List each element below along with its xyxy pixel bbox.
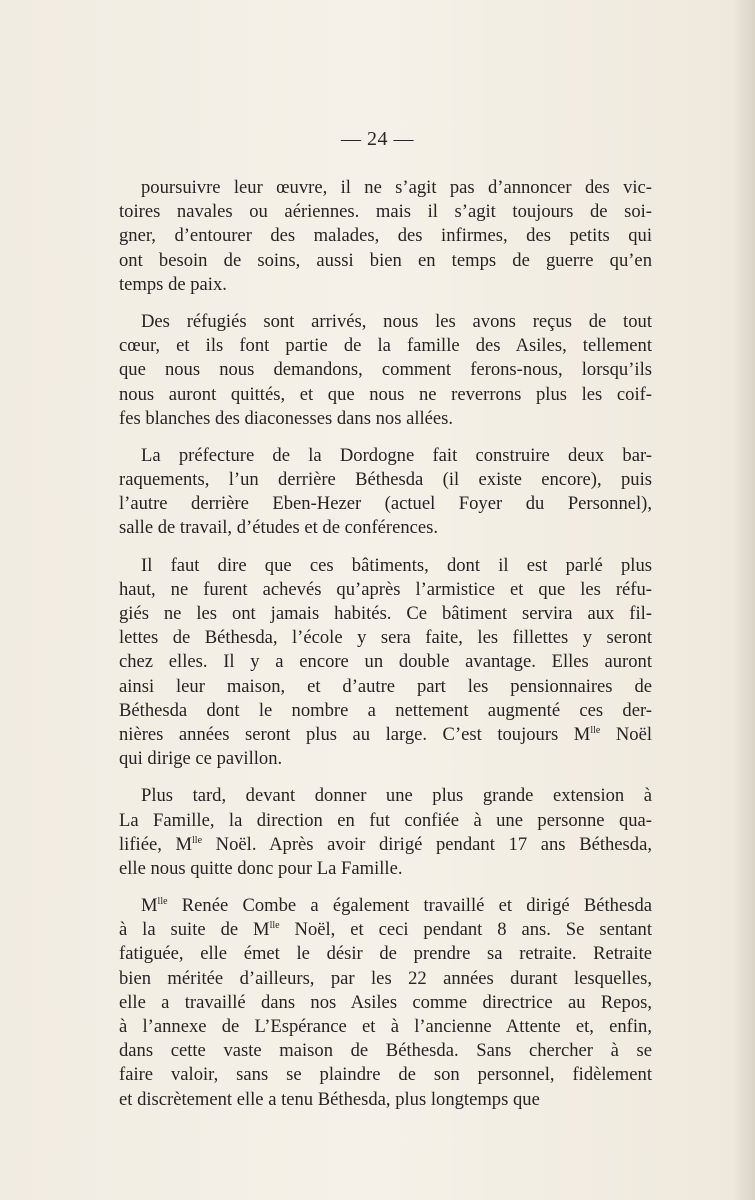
text-line — [119, 200, 652, 224]
line-text: ont besoin de soins, aussi bien en temps de guerre qu’en — [119, 249, 652, 271]
line-text: faire valoir, sans se plaindre de son personnel, fidèlement — [119, 1064, 652, 1086]
line-text: ainsi leur maison, et d’autre part les pensionnaires de — [119, 675, 652, 697]
text-line — [119, 224, 652, 248]
line-text: lettes de Béthesda, l’école y sera faite, les fillettes y seront — [119, 627, 652, 649]
text-line — [119, 249, 652, 273]
line-text: Béthesda dont le nombre a nettement augmenté ces der- — [119, 699, 652, 721]
line-text: à la suite de M — [119, 919, 270, 941]
line-text: à l’annexe de L’Espérance et à l’ancienne Attente et, enfin, — [119, 1016, 652, 1037]
text-line — [119, 650, 652, 674]
text-line — [119, 1063, 652, 1087]
line-text: lifiée, M — [119, 833, 193, 855]
line-text: chez elles. Il y a encore un double avantage. Elles auront — [119, 651, 652, 673]
text-line — [119, 967, 652, 991]
superscript: lle — [157, 896, 168, 908]
line-text: fes blanches des diaconesses dans nos allées. — [119, 407, 454, 429]
line-text-continued: Noël, et ceci pendant 8 ans. Se sentant — [279, 919, 652, 941]
text-line — [119, 675, 652, 699]
line-text: que nous nous demandons, comment ferons-nous, lorsqu’ils — [119, 359, 652, 381]
text-line — [119, 407, 652, 431]
text-line — [119, 358, 652, 382]
text-line — [119, 723, 652, 747]
line-text: giés ne les ont jamais habités. Ce bâtiment servira aux fil- — [119, 603, 652, 624]
line-text: Des réfugiés sont arrivés, nous les avons reçus de tout — [141, 310, 652, 332]
line-text-continued: Noël — [600, 723, 653, 745]
line-text: Plus tard, devant donner une plus grande extension à — [141, 785, 652, 807]
line-text: bien méritée d’ailleurs, par les 22 années durant lesquelles, — [119, 967, 652, 989]
body-text — [119, 176, 652, 1125]
text-line — [119, 784, 652, 808]
text-line — [119, 492, 652, 516]
paragraph — [119, 444, 652, 541]
text-line — [119, 918, 652, 942]
text-line — [119, 554, 652, 578]
line-text: salle de travail, d’études et de conférences. — [119, 517, 439, 539]
line-text: qui dirige ce pavillon. — [119, 748, 283, 770]
line-text: dans cette vaste maison de Béthesda. Sans chercher à se — [119, 1040, 652, 1062]
line-text: nous auront quittés, et que nous ne reverrons plus les coif- — [119, 383, 652, 405]
line-text: fatiguée, elle émet le désir de prendre sa retraite. Retraite — [119, 943, 652, 965]
line-text: cœur, et ils font partie de la famille des Asiles, tellement — [119, 335, 652, 357]
paragraph — [119, 554, 652, 772]
text-line — [119, 578, 652, 602]
line-text: nières années seront plus au large. C’est toujours M — [119, 723, 591, 745]
superscript: lle — [590, 724, 601, 736]
line-text: elle a travaillé dans nos Asiles comme directrice au Repos, — [119, 991, 652, 1013]
text-line — [119, 444, 652, 468]
line-text: et discrètement elle a tenu Béthesda, plus longtemps que — [119, 1088, 540, 1110]
line-text: toires navales ou aériennes. mais il s’agit toujours de soi- — [119, 201, 652, 223]
text-line — [119, 1015, 652, 1039]
line-text: poursuivre leur œuvre, il ne s’agit pas d’annoncer des vic- — [141, 177, 652, 198]
text-line — [119, 334, 652, 358]
line-text: La préfecture de la Dordogne fait construire deux bar- — [141, 444, 652, 466]
text-line — [119, 942, 652, 966]
superscript: lle — [269, 920, 280, 932]
text-line — [119, 602, 652, 626]
line-text: raquements, l’un derrière Béthesda (il existe encore), puis — [119, 469, 652, 491]
paragraph — [119, 894, 652, 1112]
line-text: M — [141, 895, 158, 917]
line-text: La Famille, la direction en fut confiée à une personne qua- — [119, 809, 652, 831]
paragraph — [119, 176, 652, 297]
text-line — [119, 468, 652, 492]
line-text: Il faut dire que ces bâtiments, dont il est parlé plus — [141, 554, 652, 576]
text-line — [119, 273, 652, 297]
line-text: temps de paix. — [119, 273, 227, 295]
text-line — [119, 383, 652, 407]
text-line — [119, 176, 652, 200]
line-text: haut, ne furent achevés qu’après l’armistice et que les réfu- — [119, 578, 652, 600]
text-line — [119, 1088, 652, 1112]
line-text-continued: Noël. Après avoir dirigé pendant 17 ans Béthesda, — [202, 833, 652, 855]
page-number: — 24 — — [341, 128, 414, 150]
line-text: elle nous quitte donc pour La Famille. — [119, 857, 403, 879]
text-line — [119, 699, 652, 723]
text-line — [119, 809, 652, 833]
text-line — [119, 894, 652, 918]
superscript: lle — [192, 834, 203, 846]
text-line — [119, 857, 652, 881]
text-line — [119, 833, 652, 857]
text-line — [119, 310, 652, 334]
text-line — [119, 516, 652, 540]
text-line — [119, 1039, 652, 1063]
line-text: gner, d’entourer des malades, des infirmes, des petits qui — [119, 225, 652, 247]
text-line — [119, 626, 652, 650]
paragraph — [119, 310, 652, 431]
text-line — [119, 991, 652, 1015]
line-text-continued: Renée Combe a également travaillé et dirigé Béthesda — [167, 895, 652, 917]
line-text: l’autre derrière Eben-Hezer (actuel Foyer du Personnel), — [119, 493, 652, 515]
paragraph — [119, 784, 652, 881]
text-line — [119, 747, 652, 771]
